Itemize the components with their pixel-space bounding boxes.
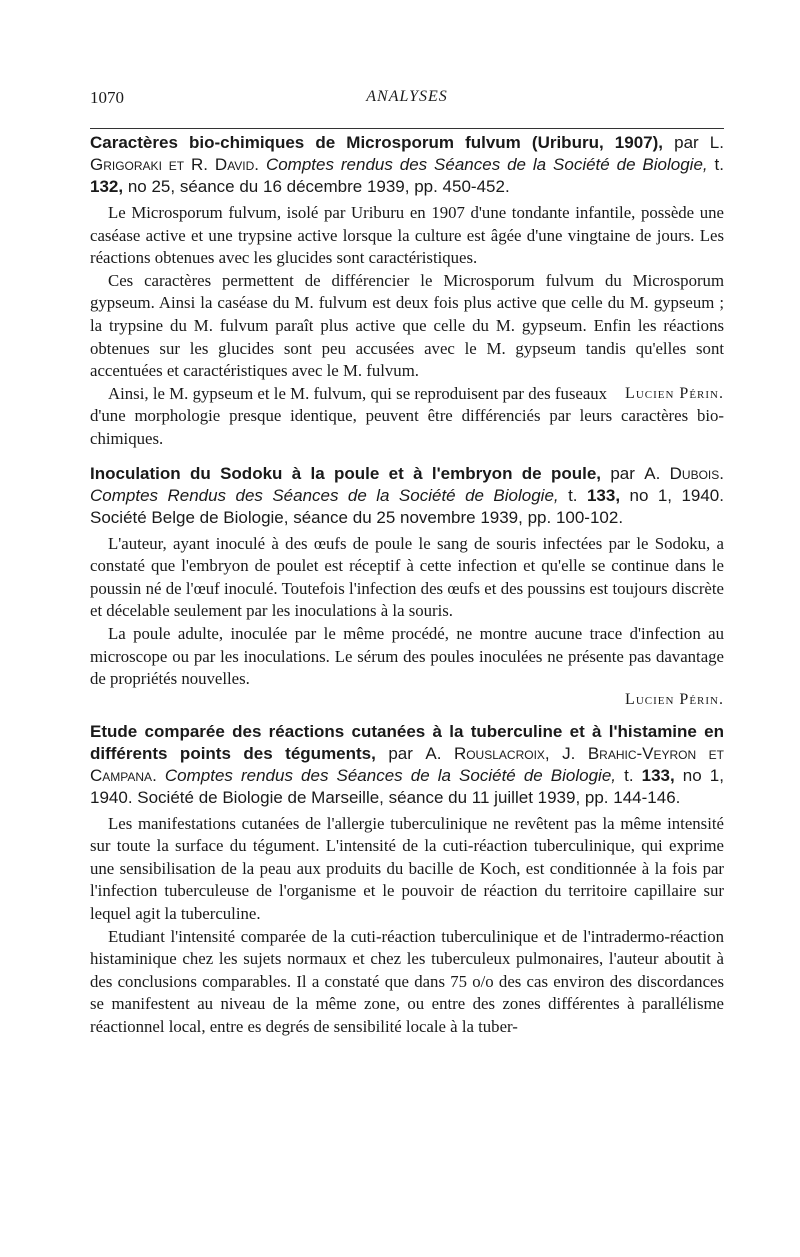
- journal: Comptes rendus des Séances de la Société de Biologie,: [265, 155, 708, 174]
- reference-details: no 25, séance du 16 décembre 1939, pp. 450-452.: [127, 177, 510, 196]
- paragraph: Le Microsporum fulvum, isolé par Uriburu en 1907 d'une tondante infantile, possède une caséase active et une trypsine active lorsque la culture est âgée d'une vingtaine de jours. Les réactions obtenues avec les glucides sont caractéristiques.: [90, 203, 724, 268]
- title-text: Caractères bio-chimiques de Microsporum fulvum (Uriburu, 1907),: [90, 133, 663, 152]
- running-title: ANALYSES: [366, 88, 448, 105]
- reference-details: no 1, 1940. Société de Biologie de Marseille, séance du 11 juillet 1939, pp. 144-146.: [90, 765, 724, 807]
- journal: Comptes rendus des Séances de la Société de Biologie,: [164, 765, 617, 785]
- article-title: [90, 721, 724, 809]
- by-word: par: [610, 463, 635, 483]
- authors: A. Dubois.: [644, 463, 724, 483]
- signature: Lucien Périn.: [625, 690, 724, 708]
- reference-details: no 1, 1940. Société Belge de Biologie, séance du 25 novembre 1939, pp. 100-102.: [90, 485, 724, 527]
- article-3: [90, 721, 724, 1039]
- page-number: 1070: [90, 88, 124, 107]
- authors: L. Grigoraki et R. David.: [90, 133, 724, 174]
- authors: A. Rouslacroix, J. Brahic-Veyron et Campana.: [90, 743, 724, 785]
- title-text: Etude comparée des réactions cutanées à la tuberculine et à l'histamine en différents points des téguments,: [90, 721, 724, 763]
- article-title: [90, 463, 724, 529]
- paragraph: L'auteur, ayant inoculé à des œufs de poule le sang de souris infectées par le Sodoku, a constaté que l'embryon de poulet est réceptif à cette infection et qu'elle se continue dans le poussin né de l'œuf inoculé. Toutefois l'infection des œufs et des poussins est toujours discrète et décelable seulement par les inoculations à la souris.: [90, 533, 724, 621]
- paragraph: [90, 383, 724, 451]
- article-1: [90, 132, 724, 451]
- article-2: [90, 463, 724, 709]
- paragraph: Les manifestations cutanées de l'allergie tuberculinique ne revêtent pas la même intensité sur toute la surface du tégument. L'intensité de la cuti-réaction tuberculinique, qui exprime une sensibilisation de la peau aux produits du bacille de Koch, est conditionnée à la fois par l'infection tuberculeuse de l'organisme et le pouvoir de réaction du territoire capillaire sur lequel agit la tuberculine.: [90, 813, 724, 924]
- paragraph: Ces caractères permettent de différencier le Microsporum fulvum du Microsporum gypseum. Ainsi la caséase du M. fulvum est deux fois plus active que celle du M. gypseum ; la trypsine du M. fulvum paraît plus active que celle du M. gypseum. Enfin les réactions obtenues sur les glucides sont peu accusées avec le M. gypseum tandis qu'elles sont accentuées et caractéristiques avec le M. fulvum.: [90, 270, 724, 381]
- volume-prefix: t.: [714, 155, 724, 174]
- page-header: [90, 88, 724, 114]
- article-title: [90, 132, 724, 198]
- paragraph-text: Ainsi, le M. gypseum et le M. fulvum, qui se reproduisent par des fuseaux d'une morphologie presque identique, peuvent être différenciés par leurs caractères bio-chimiques.: [90, 383, 724, 448]
- journal: Comptes Rendus des Séances de la Société de Biologie,: [90, 485, 559, 505]
- volume: 133,: [586, 485, 621, 505]
- title-text: Inoculation du Sodoku à la poule et à l'embryon de poule,: [90, 463, 601, 483]
- volume-prefix: t.: [624, 765, 634, 785]
- signature: Lucien Périn.: [625, 384, 724, 402]
- volume: 132,: [90, 177, 124, 196]
- by-word: par: [674, 133, 699, 152]
- by-word: par: [388, 743, 413, 763]
- header-rule: [90, 128, 724, 129]
- paragraph: Etudiant l'intensité comparée de la cuti-réaction tuberculinique et de l'intradermo-réaction histaminique chez les sujets normaux et chez les tuberculeux pulmonaires, l'auteur aboutit à des conclusions comparables. Il a constaté que dans 75 o/o des cas environ des discordances se manifestent au niveau de la même zone, ou entre des zones différentes à parallélisme réactionnel local, entre es degrés de sensibilité locale à la tuber-: [90, 926, 724, 1037]
- volume-prefix: t.: [568, 485, 578, 505]
- volume: 133,: [641, 765, 675, 785]
- paragraph: La poule adulte, inoculée par le même procédé, ne montre aucune trace d'infection au microscope ou par les inoculations. Le sérum des poules inoculées ne présente pas davantage de propriétés nouvelles.: [90, 623, 724, 689]
- page: [90, 88, 724, 1039]
